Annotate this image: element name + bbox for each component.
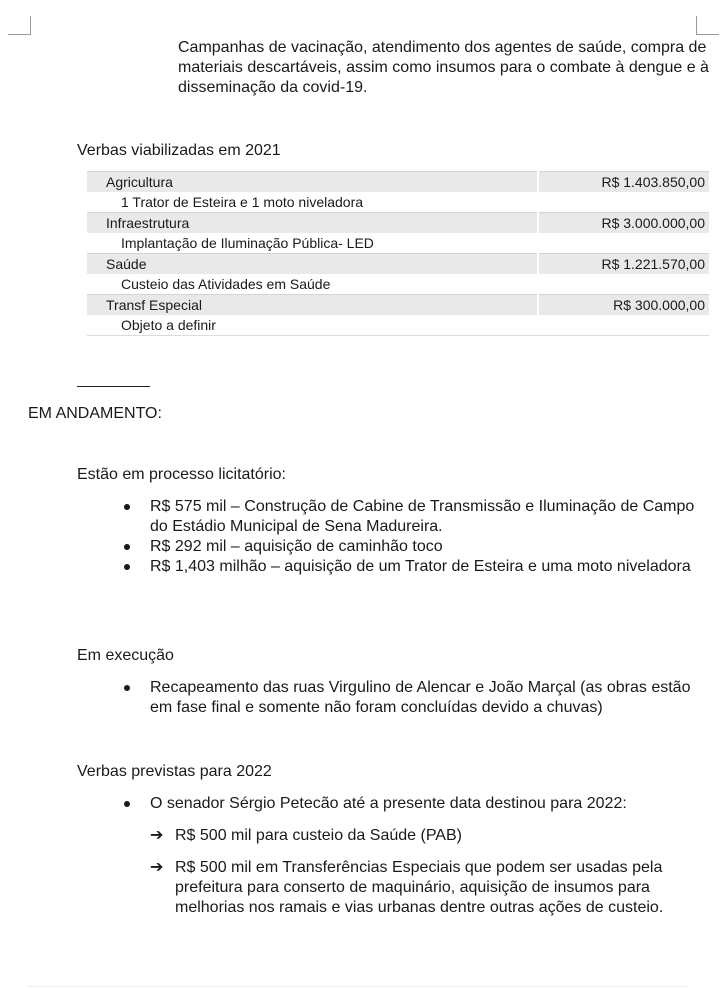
value-cell: R$ 3.000.000,00 [538,213,709,234]
table-row [87,315,709,336]
category-cell: Saúde [87,254,538,275]
table-row [87,274,709,295]
page-bottom-edge [28,986,688,987]
list-item-text: Recapeamento das ruas Virgulino de Alencar e João Marçal (as obras estão em fase final e somente não foram concluídas devido a chuvas) [150,679,691,716]
object-cell: Objeto a definir [87,315,709,336]
bullet-icon [124,685,130,691]
intro-paragraph: Campanhas de vacinação, atendimento dos agentes de saúde, compra de materiais descartáveis, assim como insumos para o combate à dengue e à disseminação da covid-19. [178,39,709,96]
licitatorio-heading [77,465,286,485]
sub-list-item-text: R$ 500 mil para custeio da Saúde (PAB) [175,827,462,844]
list-item-text: R$ 292 mil – aquisição de caminhão toco [150,538,443,555]
table-row [87,233,709,254]
previstas-2022-list [124,794,716,930]
arrow-right-icon: ➔ [150,827,164,844]
verbas-2021-table [87,171,709,336]
verbas-2021-heading: Verbas viabilizadas em 2021 [77,142,281,159]
previstas-2022-sublist [150,826,716,918]
category-cell: Agricultura [87,172,538,193]
object-cell: 1 Trator de Esteira e 1 moto niveladora [87,192,709,213]
table-row [87,192,709,213]
value-cell: R$ 1.221.570,00 [538,254,709,275]
list-item [124,557,716,577]
bullet-icon [124,544,130,550]
page-corner-mark-left [8,16,31,35]
list-item [124,497,716,537]
previstas-2022-heading: Verbas previstas para 2022 [77,763,272,780]
bullet-icon [124,564,130,570]
arrow-right-icon: ➔ [150,859,164,876]
value-cell: R$ 1.403.850,00 [538,172,709,193]
list-item-text: R$ 575 mil – Construção de Cabine de Transmissão e Iluminação de Campo do Estádio Municipal de Sena Madureira. [150,498,695,535]
list-item-text: O senador Sérgio Petecão até a presente data destinou para 2022: [150,795,627,812]
licitatorio-list [124,497,716,577]
list-item [124,537,716,557]
object-cell: Implantação de Iluminação Pública- LED [87,233,709,254]
list-item-text: R$ 1,403 milhão – aquisição de um Trator de Esteira e uma moto niveladora [150,558,691,575]
page-corner-mark-right [696,16,719,35]
category-cell: Infraestrutura [87,213,538,234]
table-row [87,172,709,193]
licitatorio-colon: : [281,466,286,483]
execucao-heading: Em execução [77,647,174,664]
section-separator-rule [77,386,150,387]
list-item [124,794,716,918]
em-andamento-colon: : [157,405,162,422]
em-andamento-title: EM ANDAMENTO [28,405,158,422]
execucao-list [124,678,716,718]
table-row [87,295,709,316]
bullet-icon [124,504,130,510]
table-row [87,213,709,234]
sub-list-item [150,858,716,918]
value-cell: R$ 300.000,00 [538,295,709,316]
table-row [87,254,709,275]
list-item [124,678,716,718]
sub-list-item-text: R$ 500 mil em Transferências Especiais que podem ser usadas pela prefeitura para conserto de maquinário, aquisição de insumos para melhorias nos ramais e vias urbanas dentre outras ações de custeio. [175,859,664,916]
category-cell: Transf Especial [87,295,538,316]
sub-list-item [150,826,716,846]
bullet-icon [124,801,130,807]
licitatorio-title: Estão em processo licitatório [77,466,282,483]
em-andamento-heading [28,404,162,424]
object-cell: Custeio das Atividades em Saúde [87,274,709,295]
